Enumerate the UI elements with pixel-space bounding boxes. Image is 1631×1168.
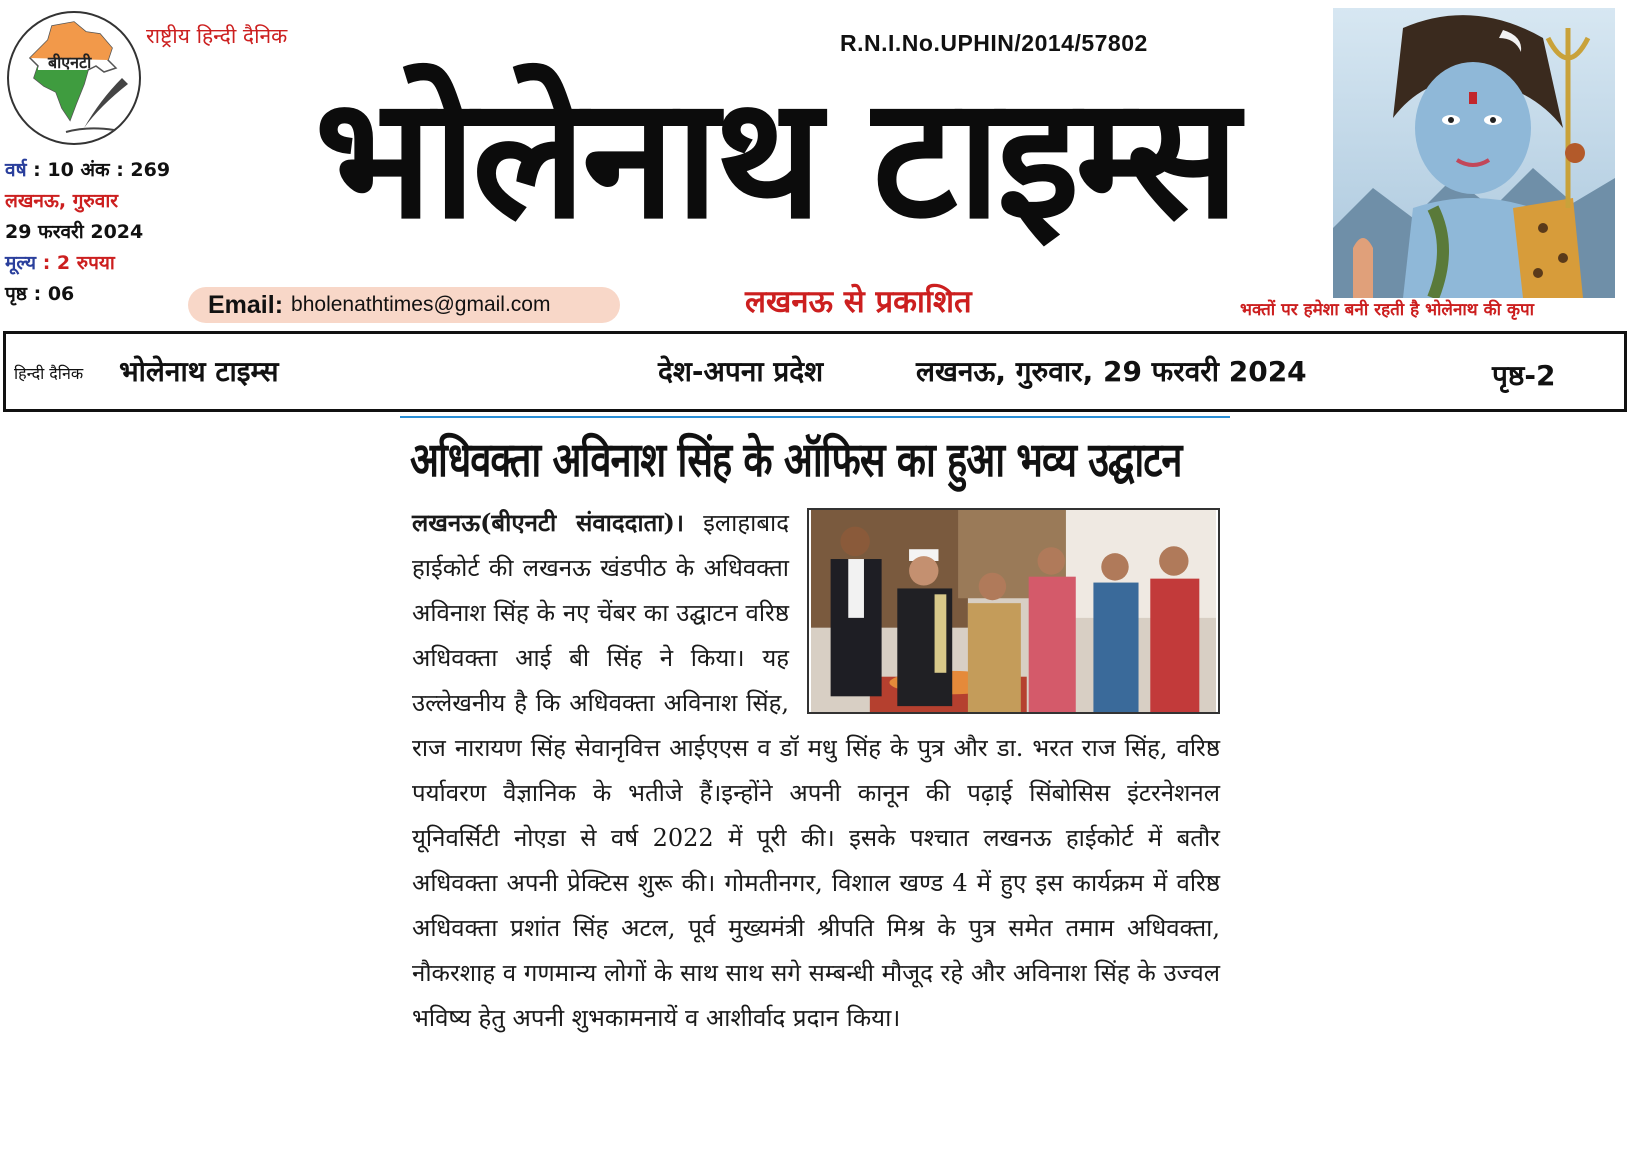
issue-info xyxy=(5,155,170,310)
email-pill xyxy=(188,287,620,323)
email-link[interactable]: bholenathtimes@gmail.com xyxy=(291,293,551,316)
place-day: लखनऊ, गुरुवार xyxy=(5,190,119,212)
year-value: : 10 xyxy=(33,159,74,181)
section-name: देश-अपना प्रदेश xyxy=(658,355,824,388)
pages-line xyxy=(5,279,170,310)
page-number: पृष्ठ-2 xyxy=(1492,359,1556,392)
price-line xyxy=(5,248,170,279)
section-bar-paper-name: भोलेनाथ टाइम्स xyxy=(119,355,279,388)
price-value: : 2 रुपया xyxy=(42,252,115,274)
section-bar-hindi-daily: हिन्दी दैनिक xyxy=(14,364,84,383)
article-body xyxy=(412,500,1220,1041)
issue-date: 29 फरवरी 2024 xyxy=(5,221,144,243)
newspaper-logo-icon xyxy=(4,8,144,148)
news-article xyxy=(400,416,1230,1168)
rni-number: R.N.I.No.UPHIN/2014/57802 xyxy=(840,30,1148,56)
tagline: राष्ट्रीय हिन्दी दैनिक xyxy=(146,24,288,48)
svg-text:बीएनटी: बीएनटी xyxy=(48,53,92,72)
year-label: वर्ष xyxy=(5,159,27,181)
section-header-bar xyxy=(3,331,1627,412)
issue-label: अंक xyxy=(80,159,110,181)
masthead-title: भोलेनाथ टाइम्स xyxy=(314,60,1236,256)
section-bar-date: लखनऊ, गुरुवार, 29 फरवरी 2024 xyxy=(916,355,1307,388)
email-label: Email: xyxy=(208,290,284,319)
article-headline: अधिवक्ता अविनाश सिंह के ऑफिस का हुआ भव्य उद्घाटन xyxy=(410,432,1182,488)
shiva-portrait-icon xyxy=(1333,8,1615,298)
published-from: लखनऊ से प्रकाशित xyxy=(745,284,972,320)
issue-value: : 269 xyxy=(116,159,171,181)
issue-year-line xyxy=(5,155,170,186)
pages-value: : 06 xyxy=(33,283,75,305)
price-label: मूल्य xyxy=(5,252,37,274)
article-body-text: इलाहाबाद हाईकोर्ट की लखनऊ खंडपीठ के अधिवक्ता अविनाश सिंह के नए चेंबर का उद्घाटन वरिष्ठ अधिवक्ता आई बी सिंह ने किया। यह उल्लेखनीय है कि अधिवक्ता अविनाश सिंह, राज नारायण सिंह सेवानृवित्त आईएएस व डॉ मधु सिंह के पुत्र और डा. भरत राज सिंह, वरिष्ठ पर्यावरण वैज्ञानिक के भतीजे हैं।इन्होंने अपनी कानून की पढ़ाई सिंबोसिस इंटरनेशनल यूनिवर्सिटी नोएडा से वर्ष 2022 में पूरी की। इसके पश्चात लखनऊ हाईकोर्ट में बतौर अधिवक्ता अपनी प्रेक्टिस शुरू की। गोमतीनगर, विशाल खण्ड 4 में हुए इस कार्यक्रम में वरिष्ठ अधिवक्ता प्रशांत सिंह अटल, पूर्व मुख्यमंत्री श्रीपति मिश्र के पुत्र समेत तमाम अधिवक्ता, नौकरशाह व गणमान्य लोगों के साथ साथ सगे सम्बन्धी मौजूद रहे और अविनाश सिंह के उज्वल भविष्य हेतु अपनी शुभकामनायें व आशीर्वाद प्रदान किया। xyxy=(412,509,1220,1032)
group-photo-icon xyxy=(807,508,1220,714)
blessing-tagline: भक्तों पर हमेशा बनी रहती है भोलेनाथ की कृपा xyxy=(1240,300,1535,320)
pages-label: पृष्ठ xyxy=(5,283,27,305)
article-dateline: लखनऊ(बीएनटी संवाददाता)। xyxy=(412,508,684,537)
